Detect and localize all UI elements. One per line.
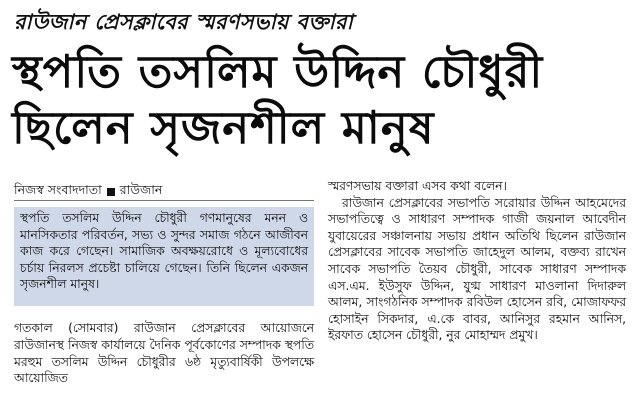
byline	[14, 182, 314, 202]
article-continuation: স্মরণসভায় বক্তারা এসব কথা বলেন।	[328, 179, 507, 193]
square-bullet-icon	[107, 188, 115, 196]
article-paragraph-right: রাউজান প্রেসক্লাবের সভাপতি সরোয়ার উদ্দিন আহমেদের সভাপতিত্বে ও সাধারণ সম্পাদক গাজী জয়নাল আবেদীন যুবায়েরের সঞ্চালনায় সভায় প্রধান অতিথি ছিলেন রাউজান প্রেসক্লাবের সাবেক সভাপতি জাহেদুল আলম, বক্তব্য রাখেন সাবেক সভাপতি তৈয়ব চৌধুরী, সাবেক সাধারণ সম্পাদক এস.এম. ইউসুফ উদ্দিন, যুগ্ম সাধারণ মাওলানা দিদারুল আলম, সাংগঠনিক সম্পাদক রবিউল হোসেন রবি, মোজাফফর হোসাইন সিকদার, এ.কে বাবর, আনিসুর রহমান আনিস, ইরফাত হোসেন চৌধুরী, নুর মোহাম্মদ প্রমুখ।	[328, 195, 626, 343]
highlight-box	[14, 207, 314, 306]
article-column-right	[328, 178, 626, 344]
byline-divider	[14, 200, 314, 201]
byline-location: রাউজান	[119, 182, 163, 197]
byline-reporter: নিজস্ব সংবাদদাতা	[14, 182, 102, 197]
headline-line-2: ছিলেন সৃজনশীল মানুষ	[12, 101, 435, 154]
article-paragraph-left: গতকাল (সোমবার) রাউজান প্রেসক্লাবের আয়োজনে রাউজানস্থ নিজস্ব কার্যালয়ে দৈনিক পূর্বকোণের সম্পাদক স্থপতি মরহুম তসলিম উদ্দিন চৌধুরীর ৬ষ্ঠ মৃত্যুবার্ষিকী উপলক্ষে আয়োজিত	[14, 321, 314, 386]
highlight-text: স্থপতি তসলিম উদ্দিন চৌধুরী গণমানুষের মনন ও মানসিকতার পরিবর্তন, সভ্য ও সুন্দর সমাজ গঠনে আজীবন কাজ করে গেছেন। সামাজিক অবক্ষয়রোধে ও মূল্যবোধের চর্চায় নিরলস প্রচেষ্টা চালিয়ে গেছেন। তিনি ছিলেন একজন সৃজনশীল মানুষ।	[20, 211, 308, 291]
headline-line-1: স্থপতি তসলিম উদ্দিন চৌধুরী	[12, 45, 544, 98]
kicker-headline: রাউজান প্রেসক্লাবের স্মরণসভায় বক্তারা	[14, 10, 354, 34]
main-headline	[12, 44, 627, 156]
